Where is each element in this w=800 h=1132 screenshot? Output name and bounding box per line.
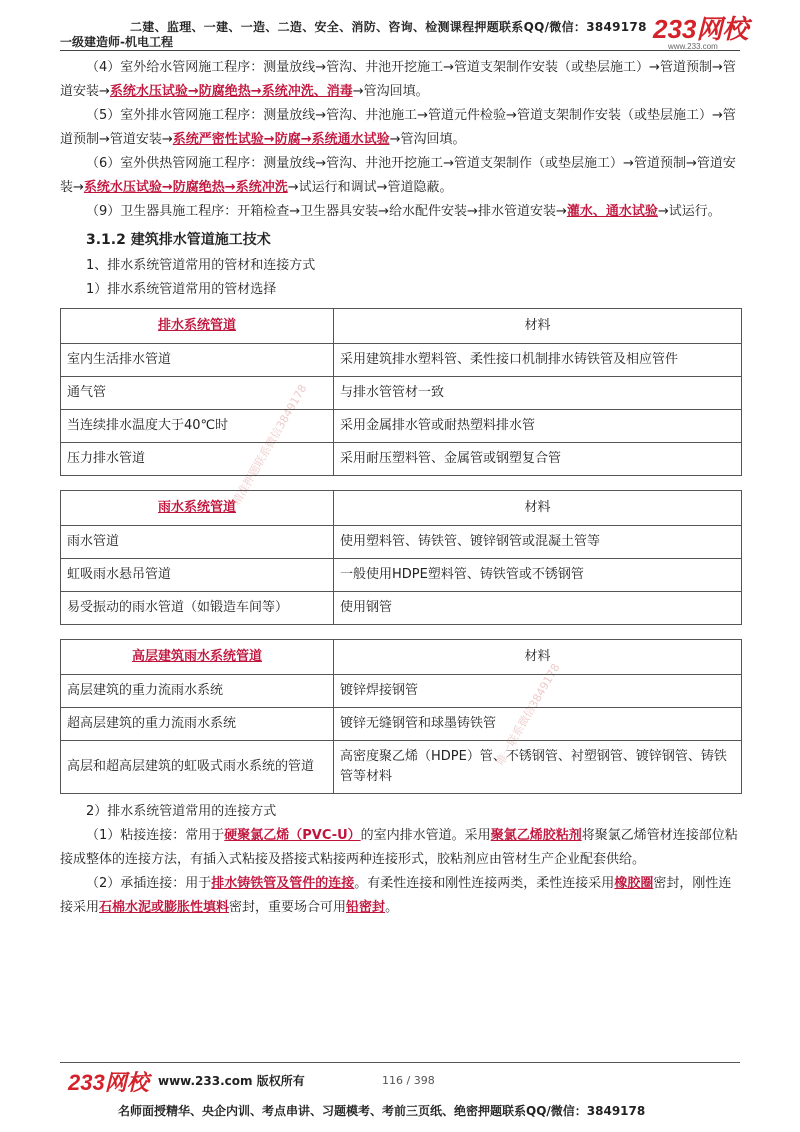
- column-header: 材料: [334, 640, 742, 675]
- text-run: （6）室外供热管网施工程序：测量放线→管沟、井池开挖施工→管道支架制作（或垫层施工）→管道预制→管道安装→: [60, 156, 736, 195]
- table-cell: 使用钢管: [334, 592, 742, 625]
- watermark: 精准押题联系微信3849178: [229, 382, 310, 508]
- paragraph: [60, 200, 742, 224]
- logo-url: www.233.com: [668, 42, 718, 51]
- table-row: [61, 344, 742, 377]
- page-number: 116 / 398: [382, 1074, 435, 1087]
- table-cell: 通气管: [61, 377, 334, 410]
- document-body: [60, 56, 742, 920]
- highlighted-term: 系统水压试验→防腐绝热→系统冲洗: [83, 180, 288, 195]
- text-run: （4）室外给水管网施工程序：测量放线→管沟、井池开挖施工→管道支架制作安装（或垫层施工）→管道预制→管道安装→: [60, 60, 736, 99]
- footer-copyright: www.233.com 版权所有: [158, 1074, 305, 1088]
- paragraph: [60, 872, 742, 920]
- table-cell: 高层和超高层建筑的虹吸式雨水系统的管道: [61, 741, 334, 794]
- column-header: 高层建筑雨水系统管道: [61, 640, 334, 675]
- table-row: [61, 526, 742, 559]
- text-run: 密封，重要场合可用: [229, 900, 347, 915]
- table-header-row: [61, 309, 742, 344]
- header-subtitle: 一级建造师-机电工程: [60, 35, 173, 49]
- text-run: （2）承插连接：用于: [86, 876, 212, 891]
- table-cell: 镀锌无缝钢管和球墨铸铁管: [334, 708, 742, 741]
- text-run: 。有柔性连接和刚性连接两类，柔性连接采用: [354, 876, 615, 891]
- table-cell: 雨水管道: [61, 526, 334, 559]
- highlighted-term: 硬聚氯乙烯（PVC-U）: [224, 828, 361, 843]
- watermark: 唯一联系微信3849178: [493, 661, 563, 768]
- highlighted-term: 灌水、通水试验: [566, 204, 658, 219]
- table-cell: 采用金属排水管或耐热塑料排水管: [334, 410, 742, 443]
- table-cell: 易受振动的雨水管道（如锻造车间等）: [61, 592, 334, 625]
- table-cell: 高密度聚乙烯（HDPE）管、不锈钢管、衬塑钢管、镀锌钢管、铸铁管等材料: [334, 741, 742, 794]
- highlighted-term: 铅密封: [346, 900, 386, 915]
- column-header: 排水系统管道: [61, 309, 334, 344]
- highlighted-term: 系统水压试验→防腐绝热→系统冲洗、消毒: [109, 84, 353, 99]
- column-header: 材料: [334, 309, 742, 344]
- list-item: 2）排水系统管道常用的连接方式: [86, 804, 277, 819]
- table-cell: 高层建筑的重力流雨水系统: [61, 675, 334, 708]
- table-row: [61, 410, 742, 443]
- drainage-pipe-table: [60, 308, 742, 476]
- table-cell: 虹吸雨水悬吊管道: [61, 559, 334, 592]
- paragraph: [60, 104, 742, 152]
- footer-logo: 233网校: [68, 1070, 149, 1095]
- table-row: [61, 741, 742, 794]
- table-cell: 采用耐压塑料管、金属管或钢塑复合管: [334, 443, 742, 476]
- section-title: 3.1.2 建筑排水管道施工技术: [86, 232, 271, 248]
- text-run: （9）卫生器具施工程序：开箱检查→卫生器具安装→给水配件安装→排水管道安装→: [86, 204, 567, 219]
- column-header: 雨水系统管道: [61, 491, 334, 526]
- table-cell: 一般使用HDPE塑料管、铸铁管或不锈钢管: [334, 559, 742, 592]
- table-cell: 采用建筑排水塑料管、柔性接口机制排水铸铁管及相应管件: [334, 344, 742, 377]
- text-run: →试运行。: [657, 204, 721, 219]
- text-run: →试运行和调试→管道隐蔽。: [287, 180, 453, 195]
- table-cell: 压力排水管道: [61, 443, 334, 476]
- table-row: [61, 443, 742, 476]
- table-cell: 室内生活排水管道: [61, 344, 334, 377]
- table-cell: 使用塑料管、铸铁管、镀锌钢管或混凝土管等: [334, 526, 742, 559]
- paragraph: [60, 824, 742, 872]
- text-run: 的室内排水管道。采用: [360, 828, 491, 843]
- highrise-rainwater-table: [60, 639, 742, 794]
- table-row: [61, 377, 742, 410]
- table-cell: 超高层建筑的重力流雨水系统: [61, 708, 334, 741]
- rainwater-pipe-table: [60, 490, 742, 625]
- list-item: 1、排水系统管道常用的管材和连接方式: [86, 258, 316, 273]
- table-row: [61, 708, 742, 741]
- header-top-text: 二建、监理、一建、一造、二造、安全、消防、咨询、检测课程押题联系QQ/微信：3849178: [130, 20, 647, 34]
- text-run: 。: [385, 900, 399, 915]
- footer-divider: [60, 1062, 740, 1063]
- table-header-row: [61, 491, 742, 526]
- table-row: [61, 675, 742, 708]
- highlighted-term: 石棉水泥或膨胀性填料: [99, 900, 230, 915]
- table-header-row: [61, 640, 742, 675]
- table-row: [61, 559, 742, 592]
- table-row: [61, 592, 742, 625]
- footer-promo: 名师面授精华、央企内训、考点串讲、习题模考、考前三页纸、绝密押题联系QQ/微信：3849178: [118, 1104, 646, 1118]
- text-run: （1）粘接连接：常用于: [86, 828, 225, 843]
- highlighted-term: 橡胶圈: [614, 876, 654, 891]
- table-cell: 与排水管管材一致: [334, 377, 742, 410]
- paragraph: [60, 152, 742, 200]
- highlighted-term: 排水铸铁管及管件的连接: [211, 876, 355, 891]
- highlighted-term: 聚氯乙烯胶粘剂: [490, 828, 582, 843]
- header-divider: [60, 50, 740, 51]
- highlighted-term: 系统严密性试验→防腐→系统通水试验: [172, 132, 390, 147]
- text-run: →管沟回填。: [352, 84, 429, 99]
- table-cell: 镀锌焊接钢管: [334, 675, 742, 708]
- table-cell: 当连续排水温度大于40℃时: [61, 410, 334, 443]
- text-run: （5）室外排水管网施工程序：测量放线→管沟、井池施工→管道元件检验→管道支架制作安装（或垫层施工）→管道预制→管道安装→: [60, 108, 736, 147]
- logo: 233网校: [653, 14, 749, 44]
- column-header: 材料: [334, 491, 742, 526]
- text-run: 密封，刚性连接采用: [60, 876, 732, 915]
- list-item: 1）排水系统管道常用的管材选择: [86, 282, 277, 297]
- text-run: 将聚氯乙烯管材连接部位粘接成整体的连接方法，有插入式粘接及搭接式粘接两种连接形式，胶粘剂应由管材生产企业配套供给。: [60, 828, 738, 867]
- paragraph: [60, 56, 742, 104]
- text-run: →管沟回填。: [389, 132, 466, 147]
